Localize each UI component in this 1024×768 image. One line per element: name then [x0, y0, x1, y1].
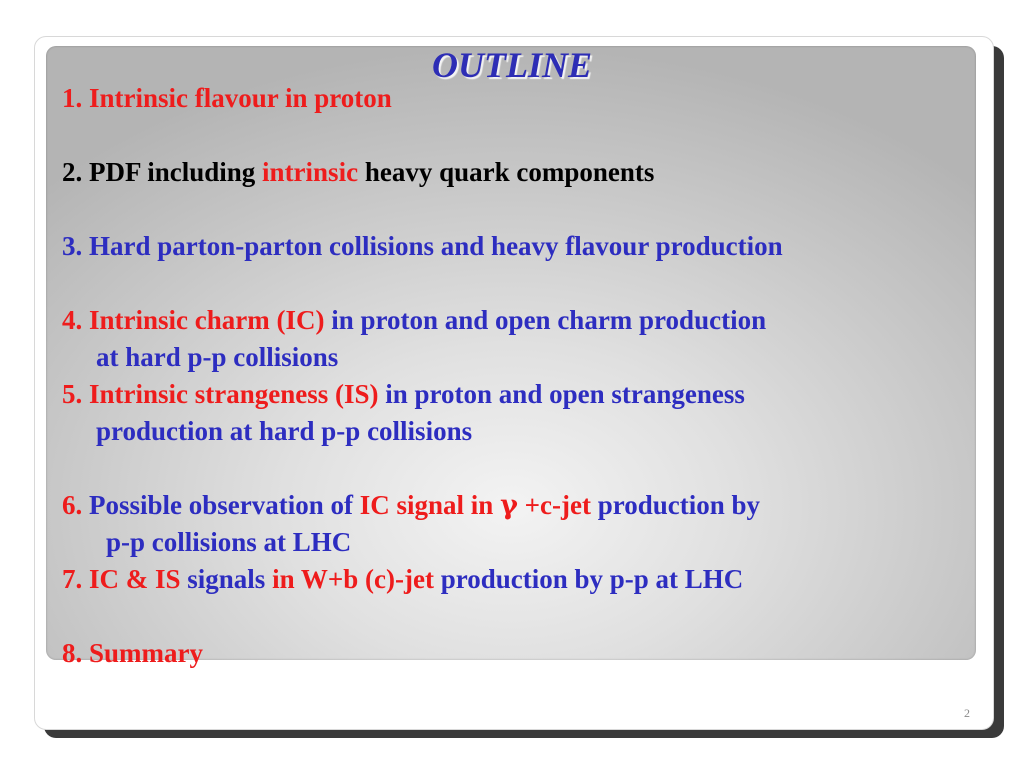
page-number: 2: [964, 706, 970, 720]
outline-item-3: [62, 230, 783, 262]
item-number: 6.: [62, 490, 83, 520]
outline-item-2: [62, 156, 654, 188]
item-text-part: heavy quark components: [358, 157, 655, 187]
item-text-part: signals: [180, 564, 273, 594]
outline-item-5: [62, 378, 745, 410]
item-text-part: in proton and open charm production: [324, 305, 767, 335]
gamma-symbol: γ: [500, 490, 518, 521]
outline-item-5-continuation: production at hard p-p collisions: [96, 416, 473, 446]
slide-title: OUTLINE: [432, 45, 592, 85]
item-text-part: PDF including: [89, 157, 263, 187]
outline-item-8: [62, 637, 203, 669]
item-highlight: IC & IS: [89, 564, 181, 594]
outline-item-6-continuation: p-p collisions at LHC: [106, 527, 352, 557]
item-number: 8.: [62, 638, 83, 668]
item-highlight: IC signal in: [359, 490, 501, 520]
item-highlight: Intrinsic charm (IC): [89, 305, 325, 335]
item-text: Summary: [89, 638, 203, 668]
outline-item-6: [62, 489, 760, 522]
item-text-part: Possible observation of: [89, 490, 360, 520]
item-text: Hard parton-parton collisions and heavy flavour production: [89, 231, 783, 261]
item-highlight: +c-jet: [517, 490, 591, 520]
outline-item-1: [62, 82, 392, 114]
item-text-part: production by: [590, 490, 761, 520]
item-number: 5.: [62, 379, 83, 409]
outline-item-4-continuation: at hard p-p collisions: [96, 342, 339, 372]
item-number: 1.: [62, 83, 83, 113]
item-highlight: intrinsic: [262, 157, 359, 187]
item-text-part: in proton and open strangeness: [378, 379, 745, 409]
item-number: 4.: [62, 305, 83, 335]
item-number: 7.: [62, 564, 83, 594]
outline-item-7: [62, 563, 743, 595]
item-text: Intrinsic flavour in proton: [89, 83, 392, 113]
item-highlight: in W+b (c)-jet: [272, 564, 434, 594]
item-highlight: Intrinsic strangeness (IS): [89, 379, 379, 409]
item-number: 3.: [62, 231, 83, 261]
item-number: 2.: [62, 157, 83, 187]
item-text-part: production by p-p at LHC: [433, 564, 744, 594]
outline-item-4: [62, 304, 766, 336]
